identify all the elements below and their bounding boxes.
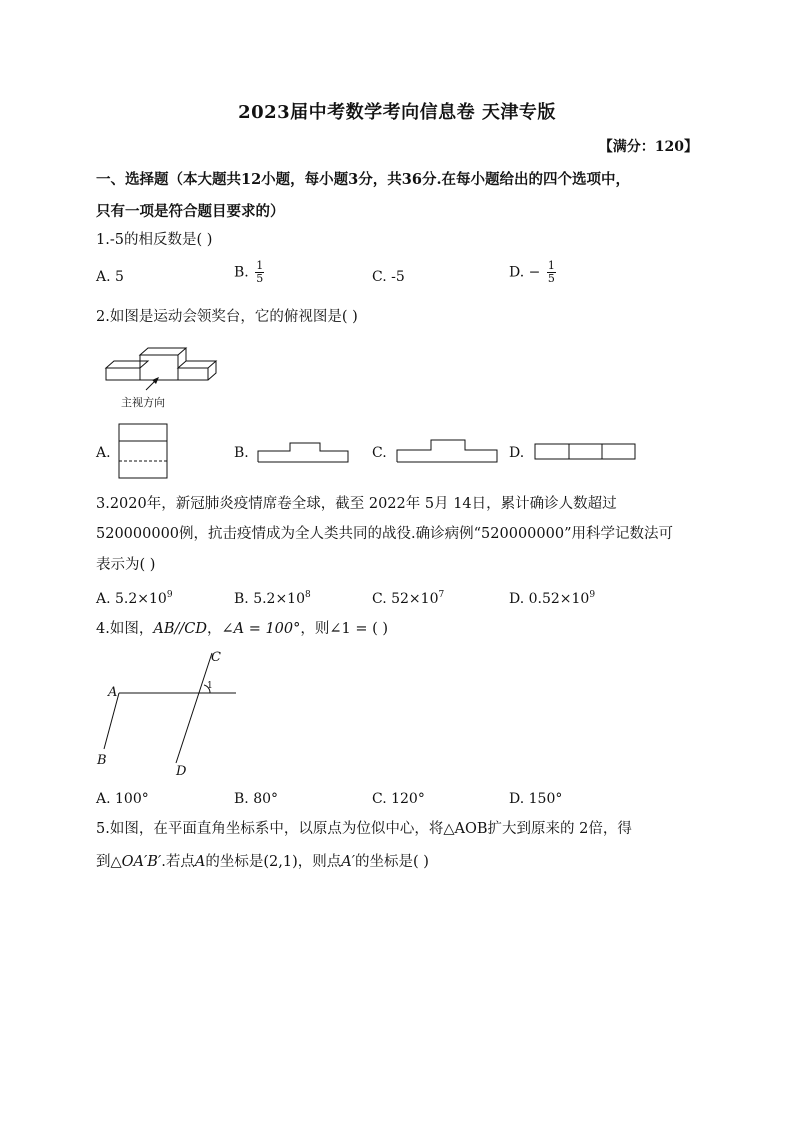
- q4-option-c: C. 120°: [372, 791, 425, 807]
- line-cd: [176, 653, 212, 763]
- q3-option-a-exponent: 9: [166, 590, 173, 600]
- page-title: 2023届中考数学考向信息卷 天津专版: [238, 102, 556, 123]
- q4-option-a: A. 100°: [96, 791, 149, 807]
- q1-option-d-prefix: D. −: [509, 264, 541, 281]
- q4-stem-separator: ，: [206, 621, 222, 637]
- q5-line2-part2: .若点: [161, 854, 195, 870]
- q3-option-c: [372, 589, 444, 609]
- q5-line2-part4: ，则点: [297, 854, 342, 870]
- q1-option-b: [234, 260, 266, 285]
- q2-option-a-figure: [118, 423, 170, 481]
- q1-option-b-numerator: 1: [256, 259, 264, 272]
- q3-option-b-exponent: 8: [305, 590, 311, 600]
- podium-left-top: [106, 361, 148, 368]
- q2-option-d-label: D.: [509, 445, 525, 461]
- q5-line2-part3: 的坐标是: [205, 854, 264, 870]
- q5-line2-part1: 到△: [96, 854, 122, 870]
- angle-label-1: 1: [207, 681, 213, 691]
- q4-condition-angle: ∠A = 100°: [221, 621, 301, 637]
- q4-condition-parallel: AB//CD: [153, 621, 207, 637]
- parallel-lines-figure: [94, 645, 244, 780]
- q1-option-c: C. -5: [372, 269, 405, 285]
- section-heading: [96, 164, 696, 228]
- q4-stem-prefix: 4.如图，: [96, 621, 154, 637]
- q1-option-d-numerator: 1: [547, 259, 555, 272]
- point-label-b: B: [97, 753, 107, 768]
- q2-option-d-figure: [533, 442, 639, 462]
- q3-option-b-base: B. 5.2×10: [234, 591, 305, 607]
- q5-stem-line2: [96, 852, 429, 872]
- podium-left-front: [106, 368, 140, 380]
- point-label-d: D: [176, 764, 187, 779]
- podium-middle-front: [140, 355, 178, 380]
- q4-stem: [96, 619, 388, 639]
- q3-stem-line1: 3.2020年，新冠肺炎疫情席卷全球，截至 2022年 5月 14日，累计确诊人数超过: [96, 496, 617, 512]
- line-ab: [104, 693, 119, 749]
- q1-option-d-denominator: 5: [547, 272, 555, 285]
- q4-stem-suffix: ，则∠1 = ( ): [300, 621, 389, 637]
- q2-option-c-figure: [395, 436, 501, 466]
- q3-option-c-base: C. 52×10: [372, 591, 439, 607]
- podium-right-front: [178, 368, 208, 380]
- q3-option-d: [509, 589, 595, 609]
- q4-option-d: D. 150°: [509, 791, 563, 807]
- q1-stem: 1.-5的相反数是( ): [96, 232, 213, 248]
- q3-option-a: [96, 589, 173, 609]
- q2-option-b-label: B.: [234, 445, 249, 461]
- q3-stem-line2: 520000000例，抗击疫情成为全人类共同的战役.确诊病例“520000000”用科学记数法可: [96, 526, 673, 542]
- q3-option-b: [234, 589, 311, 609]
- full-score-label: 【满分：120】: [598, 139, 698, 155]
- q5-point-a-prime: A′: [341, 854, 355, 870]
- point-label-a: A: [108, 685, 118, 700]
- q1-option-b-prefix: B.: [234, 264, 249, 281]
- q3-option-a-base: A. 5.2×10: [96, 591, 167, 607]
- view-direction-caption: 主视方向: [121, 396, 165, 409]
- section-heading-line2: 只有一项是符合题目要求的）: [96, 203, 285, 220]
- q5-coordinate: (2,1): [263, 854, 298, 870]
- q1-option-b-denominator: 5: [256, 272, 264, 285]
- q2-stem: 2.如图是运动会领奖台，它的俯视图是( ): [96, 309, 358, 325]
- q1-option-d-fraction: [547, 260, 556, 285]
- q2-option-b-figure: [256, 438, 352, 466]
- podium-middle-top: [140, 348, 186, 355]
- q3-option-c-exponent: 7: [438, 590, 445, 600]
- point-label-c: C: [211, 650, 221, 665]
- podium-figure: [96, 338, 246, 418]
- q1-option-d: [509, 260, 558, 285]
- section-heading-line1: 一、选择题（本大题共12小题，每小题3分，共36分.在每小题给出的四个选项中，: [96, 171, 630, 188]
- q1-option-b-fraction: [255, 260, 264, 285]
- q2-option-a-label: A.: [96, 445, 111, 461]
- q5-stem-line1: 5.如图，在平面直角坐标系中，以原点为位似中心，将△AOB扩大到原来的 2倍，得: [96, 821, 632, 837]
- q2-option-c-label: C.: [372, 445, 387, 461]
- q1-option-a: A. 5: [96, 269, 124, 285]
- q5-point-a: A: [194, 854, 206, 870]
- q5-triangle-name: OA′B′: [121, 854, 162, 870]
- podium-right-top: [178, 361, 216, 368]
- q4-option-b: B. 80°: [234, 791, 279, 807]
- q3-stem-line3: 表示为( ): [96, 557, 156, 573]
- q3-option-d-exponent: 9: [589, 590, 596, 600]
- q5-line2-part5: 的坐标是( ): [355, 854, 429, 870]
- q3-option-d-base: D. 0.52×10: [509, 591, 590, 607]
